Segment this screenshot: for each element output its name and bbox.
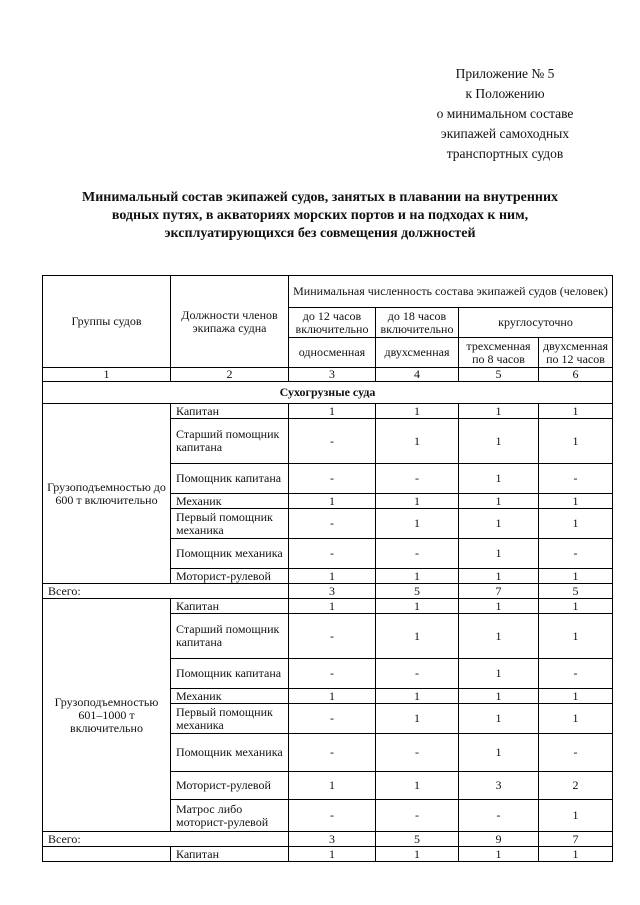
header-position: Должности членов экипажа судна [171,276,289,368]
value-cell: - [289,734,376,772]
value-cell: 1 [539,599,613,614]
value-cell: 1 [289,689,376,704]
value-cell: 1 [459,494,539,509]
value-cell: 1 [459,599,539,614]
total-cell: 5 [539,584,613,599]
value-cell: 1 [539,419,613,464]
value-cell: 1 [459,704,539,734]
header-round: круглосуточно [459,308,613,338]
appendix-block [400,64,610,164]
value-cell: 1 [539,614,613,659]
col-number: 1 [43,368,171,382]
section-title: Сухогрузные суда [43,382,613,404]
value-cell: 1 [459,464,539,494]
value-cell: 1 [289,404,376,419]
value-cell: 1 [376,569,459,584]
value-cell: 1 [539,689,613,704]
position-cell: Механик [171,689,289,704]
value-cell: 1 [459,569,539,584]
total-cell: 9 [459,832,539,847]
col-number: 6 [539,368,613,382]
value-cell: 1 [376,772,459,800]
value-cell: 1 [376,494,459,509]
position-cell: Моторист-рулевой [171,569,289,584]
document-title [40,189,600,243]
value-cell: - [539,464,613,494]
header-min-count: Минимальная численность состава экипажей судов (человек) [289,276,613,308]
value-cell: - [289,464,376,494]
title-line: Минимальный состав экипажей судов, занятых в плавании на внутренних [81,190,559,205]
value-cell: 1 [376,599,459,614]
position-cell: Механик [171,494,289,509]
value-cell: - [289,509,376,539]
appendix-line: о минимальном составе [436,106,574,121]
value-cell: 1 [289,494,376,509]
title-line: эксплуатирующихся без совмещения должностей [164,226,476,241]
position-cell: Старший помощник капитана [171,419,289,464]
position-cell: Первый помощник механика [171,509,289,539]
header-up12: до 12 часов включительно [289,308,376,338]
value-cell: 2 [539,772,613,800]
total-cell: 7 [459,584,539,599]
total-cell: 5 [376,832,459,847]
value-cell: - [539,539,613,569]
value-cell: - [289,419,376,464]
value-cell: 1 [376,614,459,659]
value-cell: 1 [376,509,459,539]
total-label: Всего: [43,832,289,847]
table-row [43,404,613,419]
value-cell: - [376,464,459,494]
table-row [43,599,613,614]
value-cell: - [289,704,376,734]
value-cell: 1 [289,772,376,800]
value-cell: 1 [459,614,539,659]
value-cell: 3 [459,772,539,800]
crew-table [42,275,613,862]
value-cell: - [289,659,376,689]
value-cell: 1 [459,539,539,569]
position-cell: Первый помощник механика [171,704,289,734]
position-cell: Капитан [171,847,289,862]
header-group: Группы судов [43,276,171,368]
value-cell: 1 [459,509,539,539]
value-cell: 1 [539,509,613,539]
value-cell: 1 [376,847,459,862]
value-cell: 1 [459,847,539,862]
value-cell: 1 [539,704,613,734]
value-cell: 1 [539,847,613,862]
header-single: односменная [289,338,376,368]
group-name [43,847,171,862]
value-cell: 1 [539,569,613,584]
value-cell: - [376,539,459,569]
col-number: 2 [171,368,289,382]
position-cell: Капитан [171,404,289,419]
value-cell: - [289,614,376,659]
value-cell: - [289,800,376,832]
value-cell: 1 [459,734,539,772]
value-cell: - [376,734,459,772]
appendix-line: к Положению [465,86,545,101]
header-double12: двухсменная по 12 часов [539,338,613,368]
value-cell: 1 [539,800,613,832]
total-cell: 7 [539,832,613,847]
column-numbers-row [43,368,613,382]
group-name: Грузоподъемностью до 600 т включительно [43,404,171,584]
table-row [43,847,613,862]
total-cell: 5 [376,584,459,599]
value-cell: 1 [289,847,376,862]
header-triple8: трехсменная по 8 часов [459,338,539,368]
total-row [43,584,613,599]
position-cell: Старший помощник капитана [171,614,289,659]
total-row [43,832,613,847]
value-cell: 1 [289,569,376,584]
group-name: Грузоподъемностью 601–1000 т включительно [43,599,171,832]
value-cell: 1 [289,599,376,614]
total-cell: 3 [289,584,376,599]
value-cell: - [459,800,539,832]
value-cell: 1 [539,494,613,509]
header-double: двухсменная [376,338,459,368]
value-cell: 1 [459,419,539,464]
position-cell: Матрос либо моторист-рулевой [171,800,289,832]
position-cell: Помощник капитана [171,464,289,494]
value-cell: - [539,659,613,689]
header-up18: до 18 часов включительно [376,308,459,338]
value-cell: 1 [376,704,459,734]
position-cell: Помощник капитана [171,659,289,689]
appendix-line: транспортных судов [446,146,564,161]
value-cell: 1 [459,404,539,419]
total-cell: 3 [289,832,376,847]
position-cell: Помощник механика [171,734,289,772]
col-number: 5 [459,368,539,382]
appendix-line: экипажей самоходных [440,126,570,141]
total-label: Всего: [43,584,289,599]
value-cell: 1 [376,689,459,704]
position-cell: Моторист-рулевой [171,772,289,800]
value-cell: 1 [539,404,613,419]
appendix-line: Приложение № 5 [455,66,555,81]
title-line: водных путях, в акваториях морских портов и на подходах к ним, [111,208,529,223]
value-cell: - [376,800,459,832]
col-number: 3 [289,368,376,382]
value-cell: - [376,659,459,689]
value-cell: 1 [376,404,459,419]
col-number: 4 [376,368,459,382]
value-cell: 1 [376,419,459,464]
value-cell: 1 [459,659,539,689]
position-cell: Капитан [171,599,289,614]
position-cell: Помощник механика [171,539,289,569]
value-cell: - [289,539,376,569]
value-cell: 1 [459,689,539,704]
value-cell: - [539,734,613,772]
